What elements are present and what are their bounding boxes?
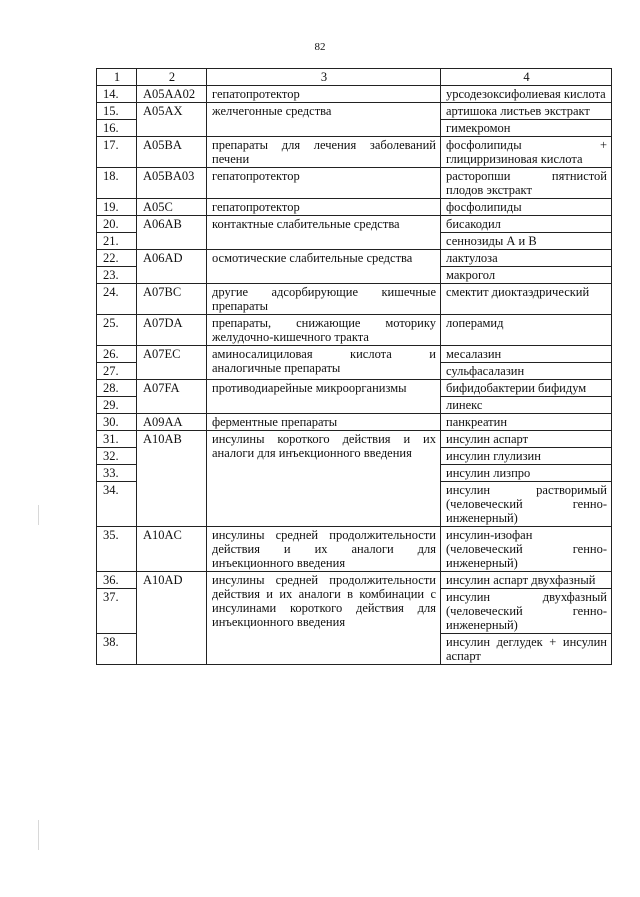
drug-name: сеннозиды А и В xyxy=(441,233,612,250)
drug-name: инсулин двухфазный (человеческий генно-инженерный) xyxy=(441,589,612,634)
table-row xyxy=(97,431,612,448)
page-number: 82 xyxy=(314,41,326,53)
table-row xyxy=(97,199,612,216)
drug-name: месалазин xyxy=(441,346,612,363)
pharm-group: ферментные препараты xyxy=(207,414,441,431)
drug-name: артишока листьев экстракт xyxy=(441,103,612,120)
pharm-group: препараты для лечения заболеваний печени xyxy=(207,137,441,168)
atc-code: A10AB xyxy=(137,431,207,527)
drug-name: инсулин деглудек + инсулин аспарт xyxy=(441,634,612,665)
atc-code: A07EC xyxy=(137,346,207,380)
row-number: 30. xyxy=(97,414,137,431)
drug-name: фосфолипиды xyxy=(441,199,612,216)
column-header: 3 xyxy=(207,69,441,86)
pharm-group: инсулины средней продолжительности действия и их аналоги для инъекционного введения xyxy=(207,527,441,572)
atc-code: A10AC xyxy=(137,527,207,572)
table-row xyxy=(97,168,612,199)
row-number: 17. xyxy=(97,137,137,168)
scan-edge-mark xyxy=(38,820,39,850)
row-number: 26. xyxy=(97,346,137,363)
atc-code: A05AX xyxy=(137,103,207,137)
row-number: 33. xyxy=(97,465,137,482)
column-header: 1 xyxy=(97,69,137,86)
drug-name: макрогол xyxy=(441,267,612,284)
row-number: 19. xyxy=(97,199,137,216)
atc-code: A06AD xyxy=(137,250,207,284)
row-number: 25. xyxy=(97,315,137,346)
drug-name: бисакодил xyxy=(441,216,612,233)
atc-code: A07BC xyxy=(137,284,207,315)
row-number: 21. xyxy=(97,233,137,250)
atc-code: A09AA xyxy=(137,414,207,431)
drug-name: инсулин аспарт xyxy=(441,431,612,448)
table-row xyxy=(97,137,612,168)
drug-list-table xyxy=(96,68,612,665)
drug-name: линекс xyxy=(441,397,612,414)
row-number: 29. xyxy=(97,397,137,414)
row-number: 18. xyxy=(97,168,137,199)
atc-code: A05AA02 xyxy=(137,86,207,103)
table-row xyxy=(97,86,612,103)
drug-name: расторопши пятнистой плодов экстракт xyxy=(441,168,612,199)
table-row xyxy=(97,572,612,589)
drug-name: инсулин аспарт двухфазный xyxy=(441,572,612,589)
table-row xyxy=(97,284,612,315)
pharm-group: другие адсорбирующие кишечные препараты xyxy=(207,284,441,315)
drug-name: фосфолипиды + глицирризиновая кислота xyxy=(441,137,612,168)
drug-name: сульфасалазин xyxy=(441,363,612,380)
column-header: 2 xyxy=(137,69,207,86)
atc-code: A05BA xyxy=(137,137,207,168)
pharm-group: гепатопротектор xyxy=(207,199,441,216)
pharm-group: желчегонные средства xyxy=(207,103,441,137)
drug-name: смектит диоктаэдрический xyxy=(441,284,612,315)
row-number: 28. xyxy=(97,380,137,397)
table-row xyxy=(97,103,612,120)
table-row xyxy=(97,216,612,233)
pharm-group: осмотические слабительные средства xyxy=(207,250,441,284)
row-number: 24. xyxy=(97,284,137,315)
table-row xyxy=(97,414,612,431)
atc-code: A10AD xyxy=(137,572,207,665)
row-number: 35. xyxy=(97,527,137,572)
atc-code: A07DA xyxy=(137,315,207,346)
atc-code: A05C xyxy=(137,199,207,216)
drug-name: бифидобактерии бифидум xyxy=(441,380,612,397)
pharm-group: аминосалициловая кислота и аналогичные препараты xyxy=(207,346,441,380)
row-number: 20. xyxy=(97,216,137,233)
pharm-group: инсулины средней продолжительности действия и их аналоги в комбинации с инсулинами короткого действия для инъекционного введения xyxy=(207,572,441,665)
row-number: 22. xyxy=(97,250,137,267)
table-row xyxy=(97,250,612,267)
pharm-group: гепатопротектор xyxy=(207,168,441,199)
row-number: 27. xyxy=(97,363,137,380)
row-number: 31. xyxy=(97,431,137,448)
table-header-row xyxy=(97,69,612,86)
row-number: 36. xyxy=(97,572,137,589)
column-header: 4 xyxy=(441,69,612,86)
atc-code: A07FA xyxy=(137,380,207,414)
row-number: 38. xyxy=(97,634,137,665)
scan-edge-mark xyxy=(38,505,39,525)
row-number: 23. xyxy=(97,267,137,284)
drug-name: панкреатин xyxy=(441,414,612,431)
row-number: 16. xyxy=(97,120,137,137)
pharm-group: инсулины короткого действия и их аналоги для инъекционного введения xyxy=(207,431,441,527)
row-number: 37. xyxy=(97,589,137,634)
drug-name: инсулин растворимый (человеческий генно-инженерный) xyxy=(441,482,612,527)
pharm-group: контактные слабительные средства xyxy=(207,216,441,250)
row-number: 32. xyxy=(97,448,137,465)
pharm-group: препараты, снижающие моторику желудочно-кишечного тракта xyxy=(207,315,441,346)
row-number: 15. xyxy=(97,103,137,120)
row-number: 14. xyxy=(97,86,137,103)
atc-code: A06AB xyxy=(137,216,207,250)
table-row xyxy=(97,346,612,363)
drug-name: гимекромон xyxy=(441,120,612,137)
table-row xyxy=(97,527,612,572)
drug-name: урсодезоксифолиевая кислота xyxy=(441,86,612,103)
table-row xyxy=(97,315,612,346)
pharm-group: гепатопротектор xyxy=(207,86,441,103)
pharm-group: противодиарейные микроорганизмы xyxy=(207,380,441,414)
drug-name: лоперамид xyxy=(441,315,612,346)
drug-name: инсулин лизпро xyxy=(441,465,612,482)
row-number: 34. xyxy=(97,482,137,527)
table-row xyxy=(97,380,612,397)
atc-code: A05BA03 xyxy=(137,168,207,199)
drug-name: инсулин-изофан (человеческий генно-инженерный) xyxy=(441,527,612,572)
drug-name: инсулин глулизин xyxy=(441,448,612,465)
drug-name: лактулоза xyxy=(441,250,612,267)
